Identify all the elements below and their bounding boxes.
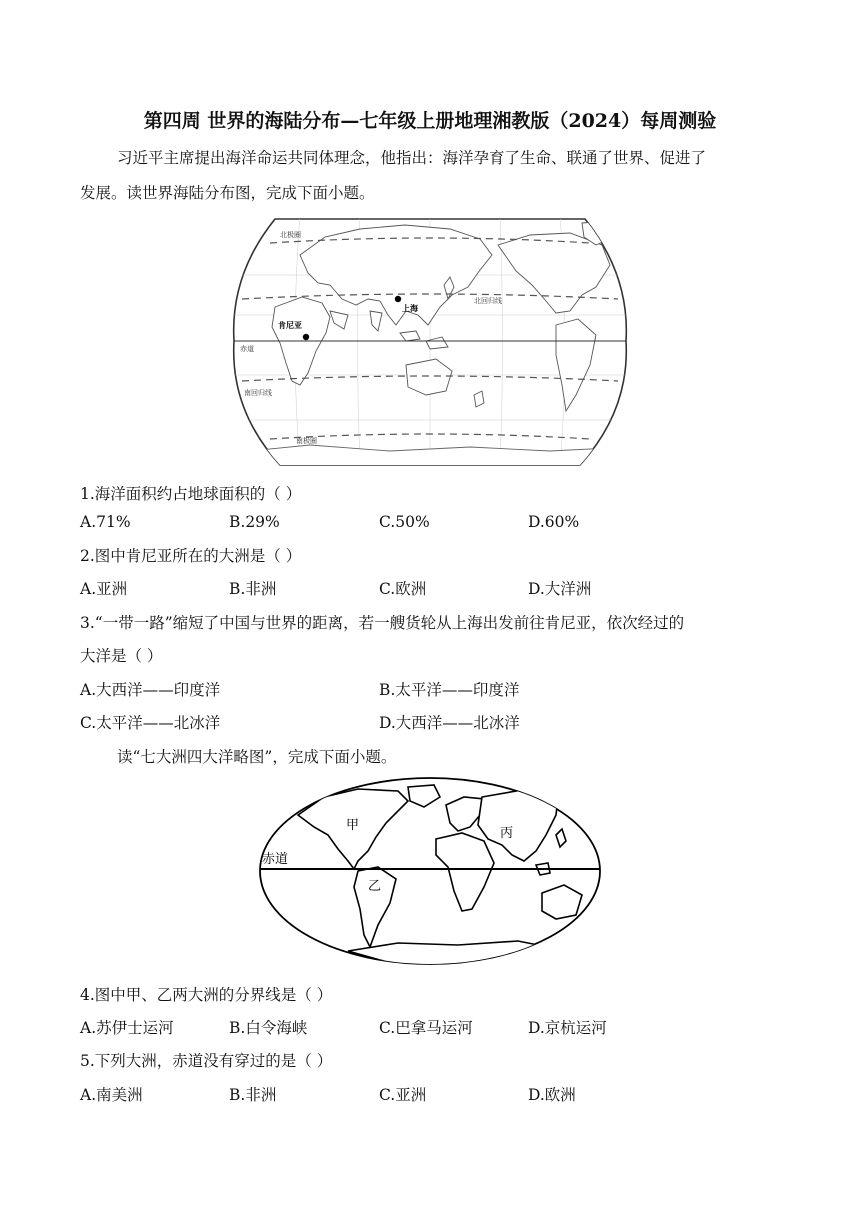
page-title: 第四周 世界的海陆分布—七年级上册地理湘教版（2024）每周测验 [143, 110, 717, 132]
question-5-option-d: D.欧洲 [528, 1086, 576, 1104]
question-2-stem: 2.图中肯尼亚所在的大洲是（ ） [80, 547, 302, 565]
kenya-label: 肯尼亚 [278, 321, 302, 330]
question-2-option-a: A.亚洲 [80, 580, 128, 598]
label-jia: 甲 [346, 818, 360, 833]
question-4-option-d: D.京杭运河 [528, 1019, 607, 1037]
question-2-option-d: D.大洋洲 [528, 580, 592, 598]
question-4-stem: 4.图中甲、乙两大洲的分界线是（ ） [80, 986, 333, 1004]
question-1-option-a: A.71% [80, 513, 131, 531]
question-5-stem: 5.下列大洲，赤道没有穿过的是（ ） [80, 1052, 333, 1070]
question-3-option-a: A.大西洋——印度洋 [80, 681, 221, 699]
world-land-sea-map [230, 215, 630, 468]
equator-label: 赤道 [240, 345, 254, 353]
question-3-option-d: D.大西洋——北冰洋 [379, 714, 520, 732]
question-3-stem-line-1: 3.“一带一路”缩短了中国与世界的距离，若一艘货轮从上海出发前往肯尼亚，依次经过的 [80, 614, 685, 632]
question-5-option-b: B.非洲 [229, 1086, 277, 1104]
tropic-cancer-label: 北回归线 [474, 297, 502, 305]
continents-oceans-map [258, 775, 603, 967]
kenya-marker [303, 334, 309, 340]
equator-label-2: 赤道 [262, 852, 289, 867]
question-1-option-b: B.29% [229, 513, 280, 531]
question-4-option-a: A.苏伊士运河 [80, 1019, 174, 1037]
question-1-stem: 1.海洋面积约占地球面积的（ ） [80, 485, 302, 503]
label-bing: 丙 [500, 826, 514, 841]
intro-line-1: 习近平主席提出海洋命运共同体理念，他指出：海洋孕育了生命、联通了世界、促进了 [117, 149, 707, 167]
question-4-option-c: C.巴拿马运河 [379, 1019, 473, 1037]
antarctic-circle-label: 南极圈 [296, 437, 317, 445]
question-2-option-c: C.欧洲 [379, 580, 427, 598]
question-3-stem-line-2: 大洋是（ ） [80, 647, 163, 665]
question-3-option-b: B.太平洋——印度洋 [379, 681, 520, 699]
question-4-option-b: B.白令海峡 [229, 1019, 308, 1037]
question-3-option-c: C.太平洋——北冰洋 [80, 714, 221, 732]
arctic-circle-label: 北极圈 [280, 231, 301, 239]
intro-line-2: 发展。读世界海陆分布图，完成下面小题。 [80, 184, 375, 202]
tropic-capricorn-label: 南回归线 [244, 389, 272, 397]
question-5-option-c: C.亚洲 [379, 1086, 427, 1104]
shanghai-label: 上海 [402, 304, 418, 313]
question-1-option-d: D.60% [528, 513, 580, 531]
intro-2: 读“七大洲四大洋略图”，完成下面小题。 [117, 748, 397, 766]
label-yi: 乙 [368, 879, 382, 894]
question-2-option-b: B.非洲 [229, 580, 277, 598]
question-5-option-a: A.南美洲 [80, 1086, 143, 1104]
question-1-option-c: C.50% [379, 513, 430, 531]
shanghai-marker [395, 296, 401, 302]
